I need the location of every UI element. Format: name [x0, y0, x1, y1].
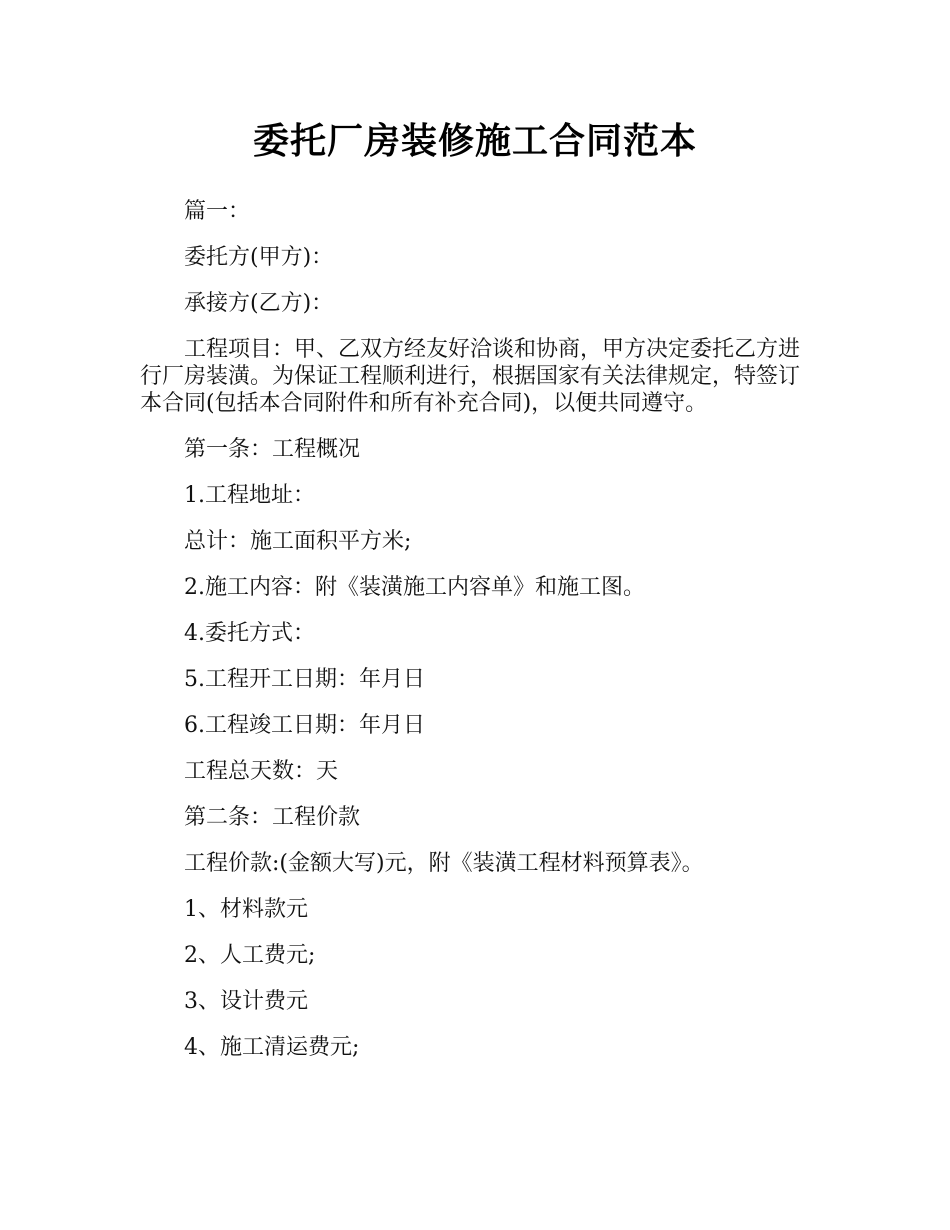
paragraph-labor: 2、人工费元;	[184, 943, 316, 968]
paragraph-content: 2.施工内容：附《装潢施工内容单》和施工图。	[184, 575, 645, 600]
paragraph-contractor: 承接方(乙方)：	[184, 291, 334, 316]
paragraph-article-one: 第一条：工程概况	[184, 437, 361, 462]
paragraph-method: 4.委托方式：	[184, 621, 315, 646]
paragraph-article-two: 第二条：工程价款	[184, 805, 361, 830]
paragraph-area: 总计：施工面积平方米;	[184, 529, 412, 554]
paragraph-price: 工程价款:(金额大写)元，附《装潢工程材料预算表》。	[184, 851, 704, 876]
paragraph-materials: 1、材料款元	[184, 897, 308, 922]
paragraph-part-one: 篇一：	[184, 199, 251, 224]
document-title: 委托厂房装修施工合同范本	[252, 121, 697, 162]
paragraph-address: 1.工程地址：	[184, 483, 315, 508]
paragraph-end-date: 6.工程竣工日期：年月日	[184, 713, 425, 738]
paragraph-client: 委托方(甲方)：	[184, 245, 334, 270]
paragraph-start-date: 5.工程开工日期：年月日	[184, 667, 425, 692]
paragraph-cleanup: 4、施工清运费元;	[184, 1035, 360, 1060]
paragraph-total-days: 工程总天数：天	[184, 759, 339, 784]
document-body	[140, 198, 812, 1080]
paragraph-project: 工程项目：甲、乙双方经友好洽谈和协商，甲方决定委托乙方进行厂房装潢。为保证工程顺利进行，根据国家有关法律规定，特签订本合同(包括本合同附件和所有补充合同)，以便共同遵守。	[140, 337, 801, 416]
paragraph-design: 3、设计费元	[184, 989, 308, 1014]
